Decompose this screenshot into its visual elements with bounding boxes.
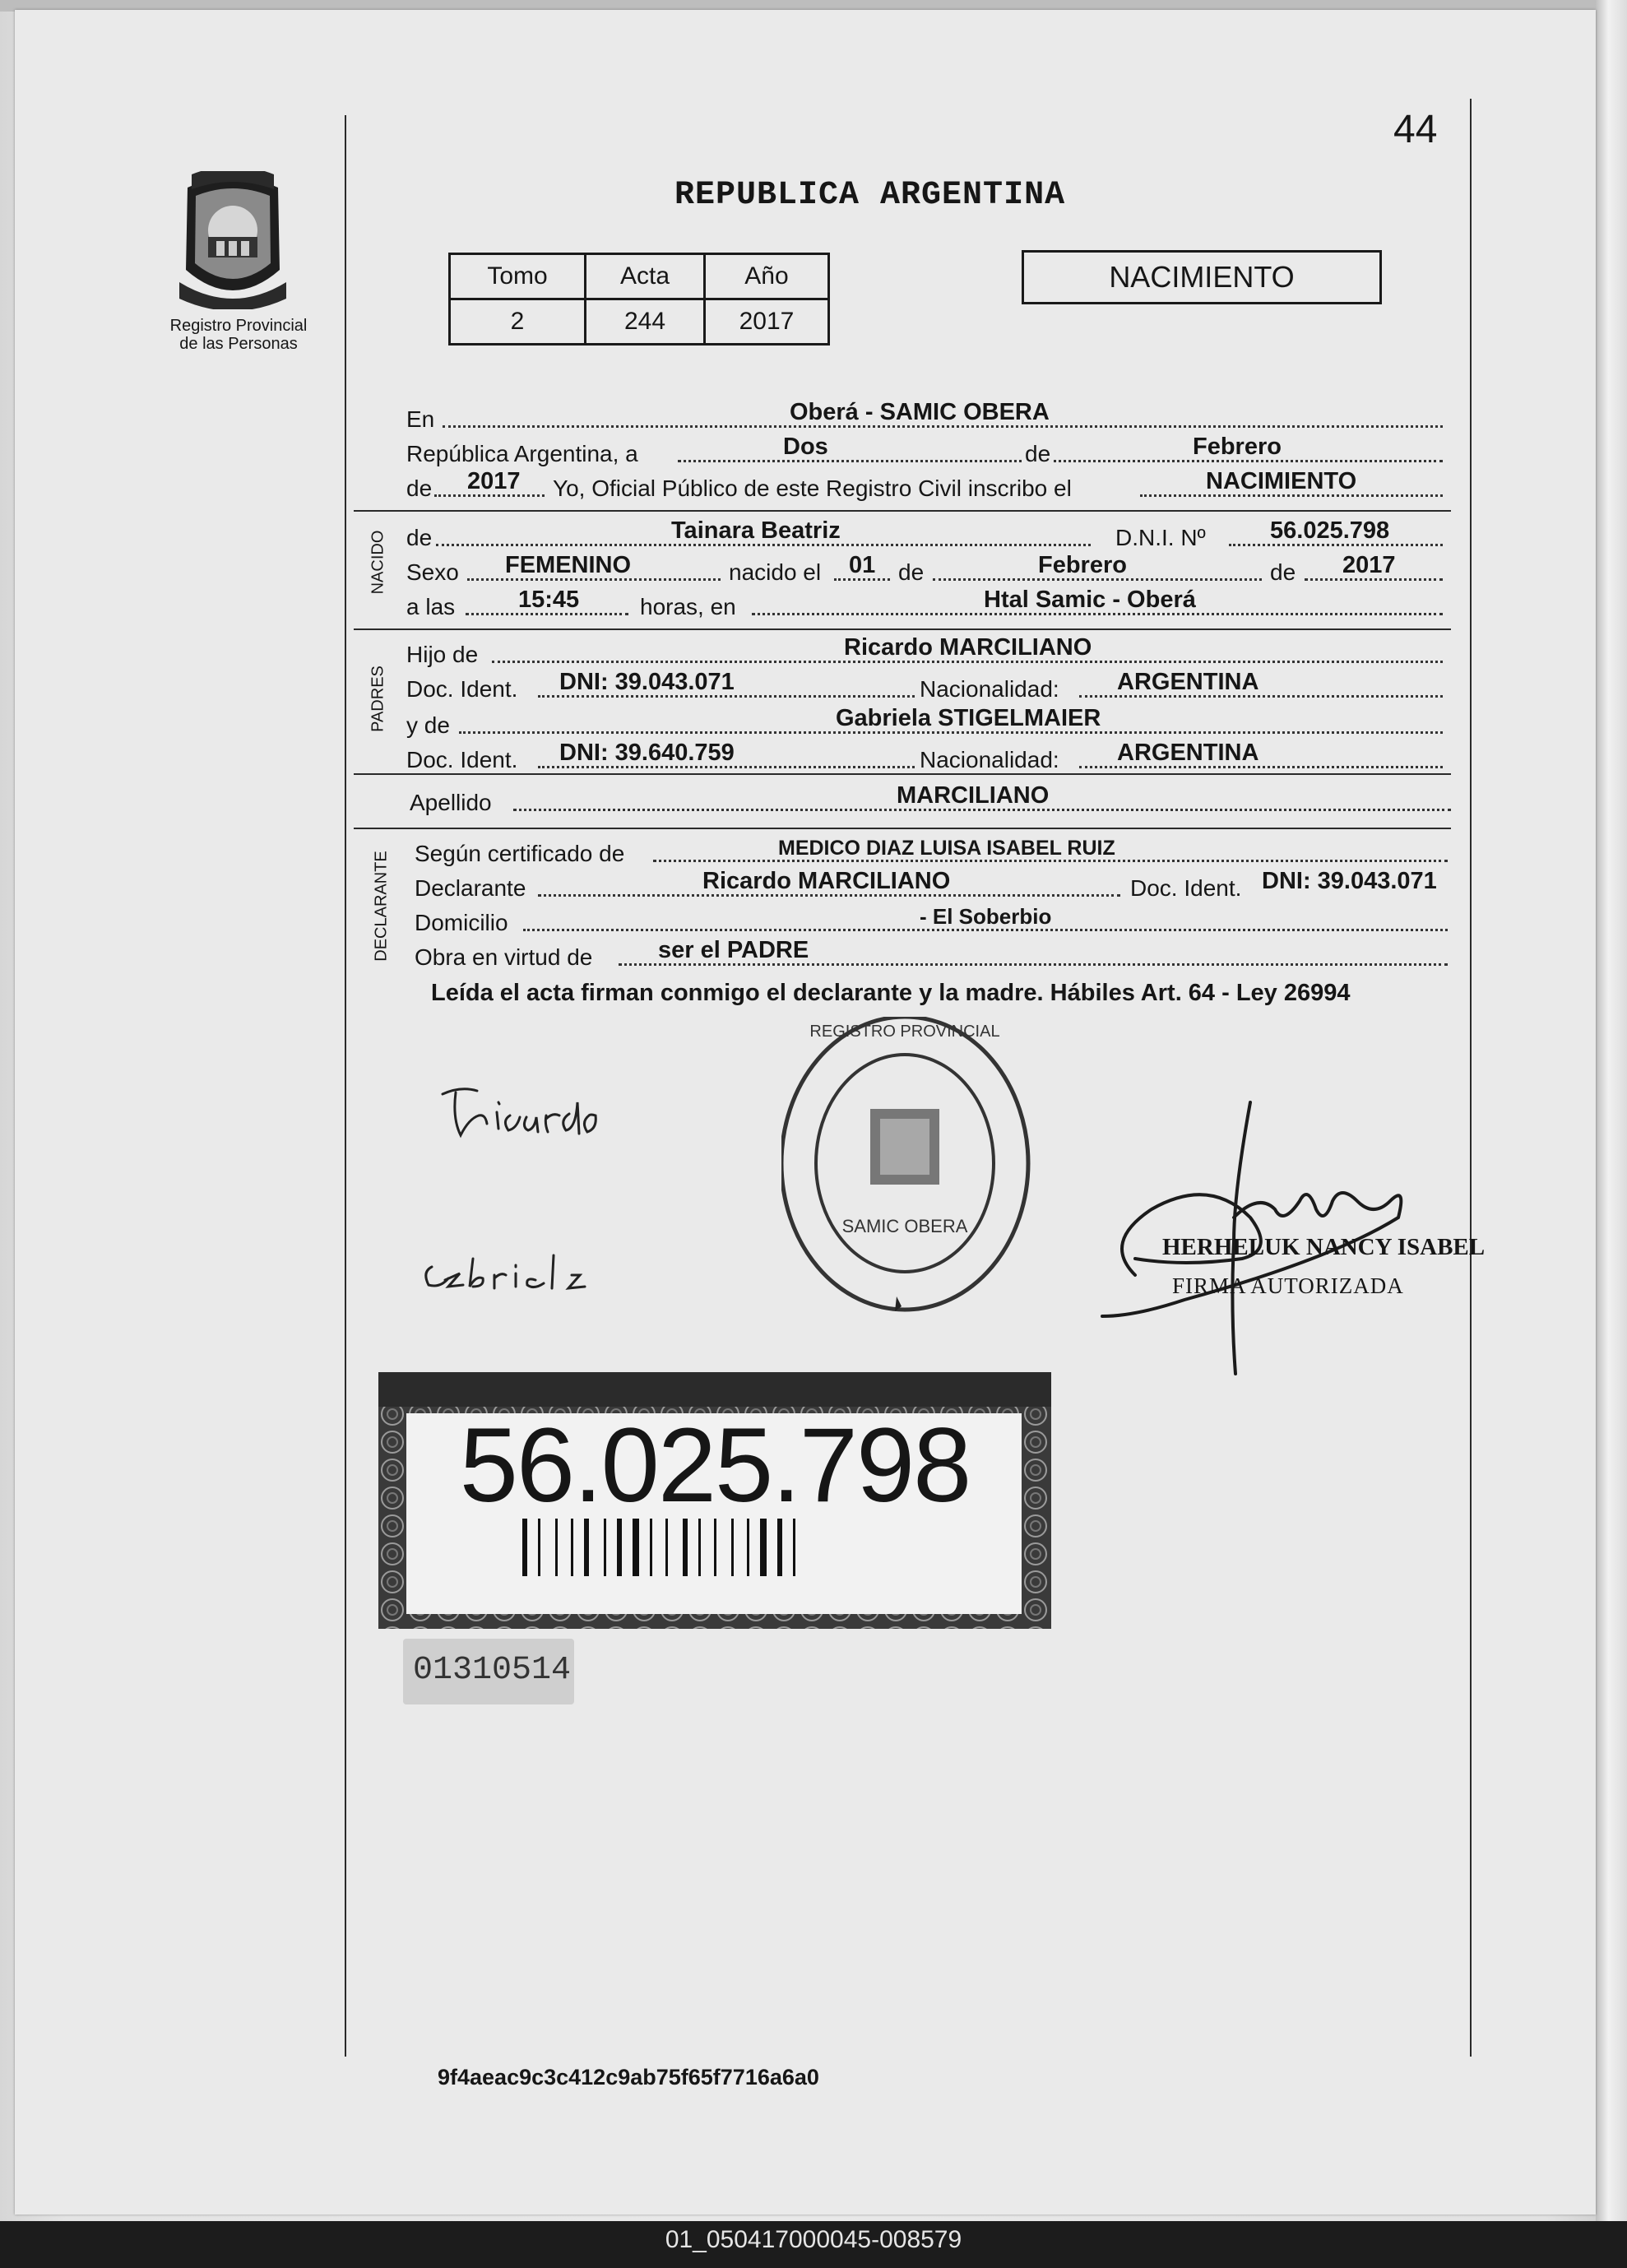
barcode-bar: [584, 1519, 589, 1576]
official-stamp: [781, 1017, 1045, 1362]
de-label: de: [898, 559, 925, 585]
hijo-de-label: Hijo de: [406, 642, 479, 667]
dni-label: D.N.I. Nº: [1115, 525, 1206, 550]
row-address: [415, 903, 1448, 936]
birth-month-value: Febrero: [1038, 552, 1127, 578]
a-las-label: a las: [406, 594, 456, 619]
horas-en-label: horas, en: [640, 594, 736, 619]
obra-label: Obra en virtud de: [415, 944, 593, 970]
en-label: En: [406, 406, 435, 432]
page-number: 44: [1393, 108, 1438, 151]
scan-right-edge: [1596, 0, 1627, 2221]
row-name: [406, 518, 1443, 551]
anio-header: Año: [705, 254, 829, 299]
section-divider: [354, 773, 1451, 775]
officer-text: Yo, Oficial Público de este Registro Civil inscribo el: [553, 475, 1072, 501]
sexo-value: FEMENINO: [505, 552, 632, 578]
declarant-name-value: Ricardo MARCILIANO: [702, 868, 951, 894]
document-hash: 9f4aeac9c3c412c9ab75f65f7716a6a0: [438, 2065, 819, 2089]
row-place: [406, 400, 1443, 433]
y-de-label: y de: [406, 712, 450, 738]
birth-place-value: Htal Samic - Oberá: [984, 587, 1196, 613]
capacity-value: ser el PADRE: [658, 937, 809, 963]
barcode-bar: [555, 1519, 558, 1576]
declarante-section-label: DECLARANTE: [372, 851, 391, 962]
section-divider: [354, 628, 1451, 630]
sexo-label: Sexo: [406, 559, 459, 585]
nacionalidad-label: Nacionalidad:: [915, 676, 1064, 703]
month-value: Febrero: [1193, 434, 1282, 460]
row-mother: [406, 706, 1443, 739]
domicilio-label: Domicilio: [415, 910, 508, 935]
barcode-bar: [604, 1519, 606, 1576]
section-divider: [354, 828, 1451, 829]
certificate-value: MEDICO DIAZ LUISA ISABEL RUIZ: [778, 837, 1115, 860]
row-date: [406, 434, 1443, 467]
row-sex: [406, 553, 1443, 586]
row-declarant: [415, 869, 1448, 902]
record-number-table: [448, 253, 830, 346]
row-father-doc: [406, 670, 1443, 703]
place-value: Oberá - SAMIC OBERA: [790, 399, 1050, 425]
birth-day-value: 01: [849, 552, 876, 578]
mother-doc-value: DNI: 39.640.759: [559, 740, 735, 766]
nacido-section-label: NACIDO: [369, 530, 387, 595]
barcode-bar: [760, 1519, 767, 1576]
act-type-value: NACIMIENTO: [1206, 468, 1357, 494]
barcode-bar: [538, 1519, 540, 1576]
barcode-bar: [617, 1519, 622, 1576]
barcode-bar: [793, 1519, 795, 1576]
birth-year-value: 2017: [1342, 552, 1396, 578]
year-de-label: de: [406, 475, 433, 501]
year-value: 2017: [467, 468, 521, 494]
barcode-bar: [747, 1519, 749, 1576]
barcode-bar: [698, 1519, 701, 1576]
row-time: [406, 587, 1443, 620]
svg-text:REGISTRO PROVINCIAL: REGISTRO PROVINCIAL: [809, 1023, 1000, 1041]
father-name-value: Ricardo MARCILIANO: [844, 634, 1092, 661]
father-doc-value: DNI: 39.043.071: [559, 669, 735, 695]
barcode-bar: [650, 1519, 652, 1576]
row-mother-doc: [406, 740, 1443, 773]
nacionalidad-label: Nacionalidad:: [915, 747, 1064, 773]
tomo-value: 2: [450, 299, 586, 345]
barcode-bar: [777, 1519, 782, 1576]
row-year: [406, 469, 1443, 502]
nacido-el-label: nacido el: [729, 559, 822, 585]
closing-statement: Leída el acta firman conmigo el declarante y la madre. Hábiles Art. 64 - Ley 26994: [431, 980, 1351, 1006]
section-divider: [354, 510, 1451, 512]
doc-ident-label: Doc. Ident.: [406, 747, 518, 772]
address-value: - El Soberbio: [920, 904, 1052, 929]
father-signature: [428, 1069, 642, 1160]
barcode-bar: [571, 1519, 573, 1576]
day-words-value: Dos: [783, 434, 828, 460]
republica-label: República Argentina, a: [406, 441, 638, 466]
time-value: 15:45: [518, 587, 580, 613]
certificado-label: Según certificado de: [415, 841, 625, 866]
row-father: [406, 635, 1443, 668]
registry-name-line2: de las Personas: [179, 335, 298, 353]
declarant-doc-value: DNI: 39.043.071: [1262, 868, 1437, 894]
reference-number: 01310514: [413, 1652, 572, 1689]
country-title: REPUBLICA ARGENTINA: [674, 177, 1066, 214]
row-capacity: [415, 938, 1448, 971]
child-dni-value: 56.025.798: [1270, 517, 1390, 544]
de-label: de: [406, 525, 433, 550]
declarante-label: Declarante: [415, 875, 526, 901]
mother-name-value: Gabriela STIGELMAIER: [836, 705, 1101, 731]
row-certificate: [415, 834, 1448, 867]
mother-signature: [415, 1234, 629, 1308]
doc-ident-label: Doc. Ident.: [406, 676, 518, 702]
barcode-bar: [633, 1519, 639, 1576]
anio-value: 2017: [705, 299, 829, 345]
barcode-bar: [714, 1519, 716, 1576]
document-type-box: NACIMIENTO: [1022, 250, 1382, 304]
official-title: FIRMA AUTORIZADA: [1172, 1273, 1404, 1298]
scan-filename: 01_050417000045-008579: [665, 2226, 962, 2253]
serial-number: 56.025.798: [459, 1407, 971, 1524]
barcode-bar: [683, 1519, 688, 1576]
official-name: HERHELUK NANCY ISABEL: [1162, 1234, 1486, 1260]
mother-nationality-value: ARGENTINA: [1117, 740, 1259, 766]
province-seal-logo: [171, 171, 294, 309]
registry-name-line1: Registro Provincial: [169, 317, 308, 335]
child-name-value: Tainara Beatriz: [671, 517, 841, 544]
barcode-bar: [522, 1519, 527, 1576]
doc-ident-label: Doc. Ident.: [1130, 875, 1242, 901]
surname-value: MARCILIANO: [897, 782, 1050, 809]
tomo-header: Tomo: [450, 254, 586, 299]
acta-value: 244: [586, 299, 705, 345]
registry-name: [156, 317, 321, 353]
row-surname: [410, 783, 1451, 816]
de-label: de: [1270, 559, 1296, 585]
right-margin-line: [1470, 99, 1472, 2057]
svg-text:SAMIC OBERA: SAMIC OBERA: [841, 1216, 968, 1236]
left-margin-line: [345, 115, 346, 2057]
barcode-bar: [665, 1519, 668, 1576]
father-nationality-value: ARGENTINA: [1117, 669, 1259, 695]
padres-section-label: PADRES: [369, 666, 387, 732]
apellido-label: Apellido: [410, 790, 492, 815]
de-label: de: [1022, 441, 1054, 467]
acta-header: Acta: [586, 254, 705, 299]
barcode-bar: [731, 1519, 734, 1576]
